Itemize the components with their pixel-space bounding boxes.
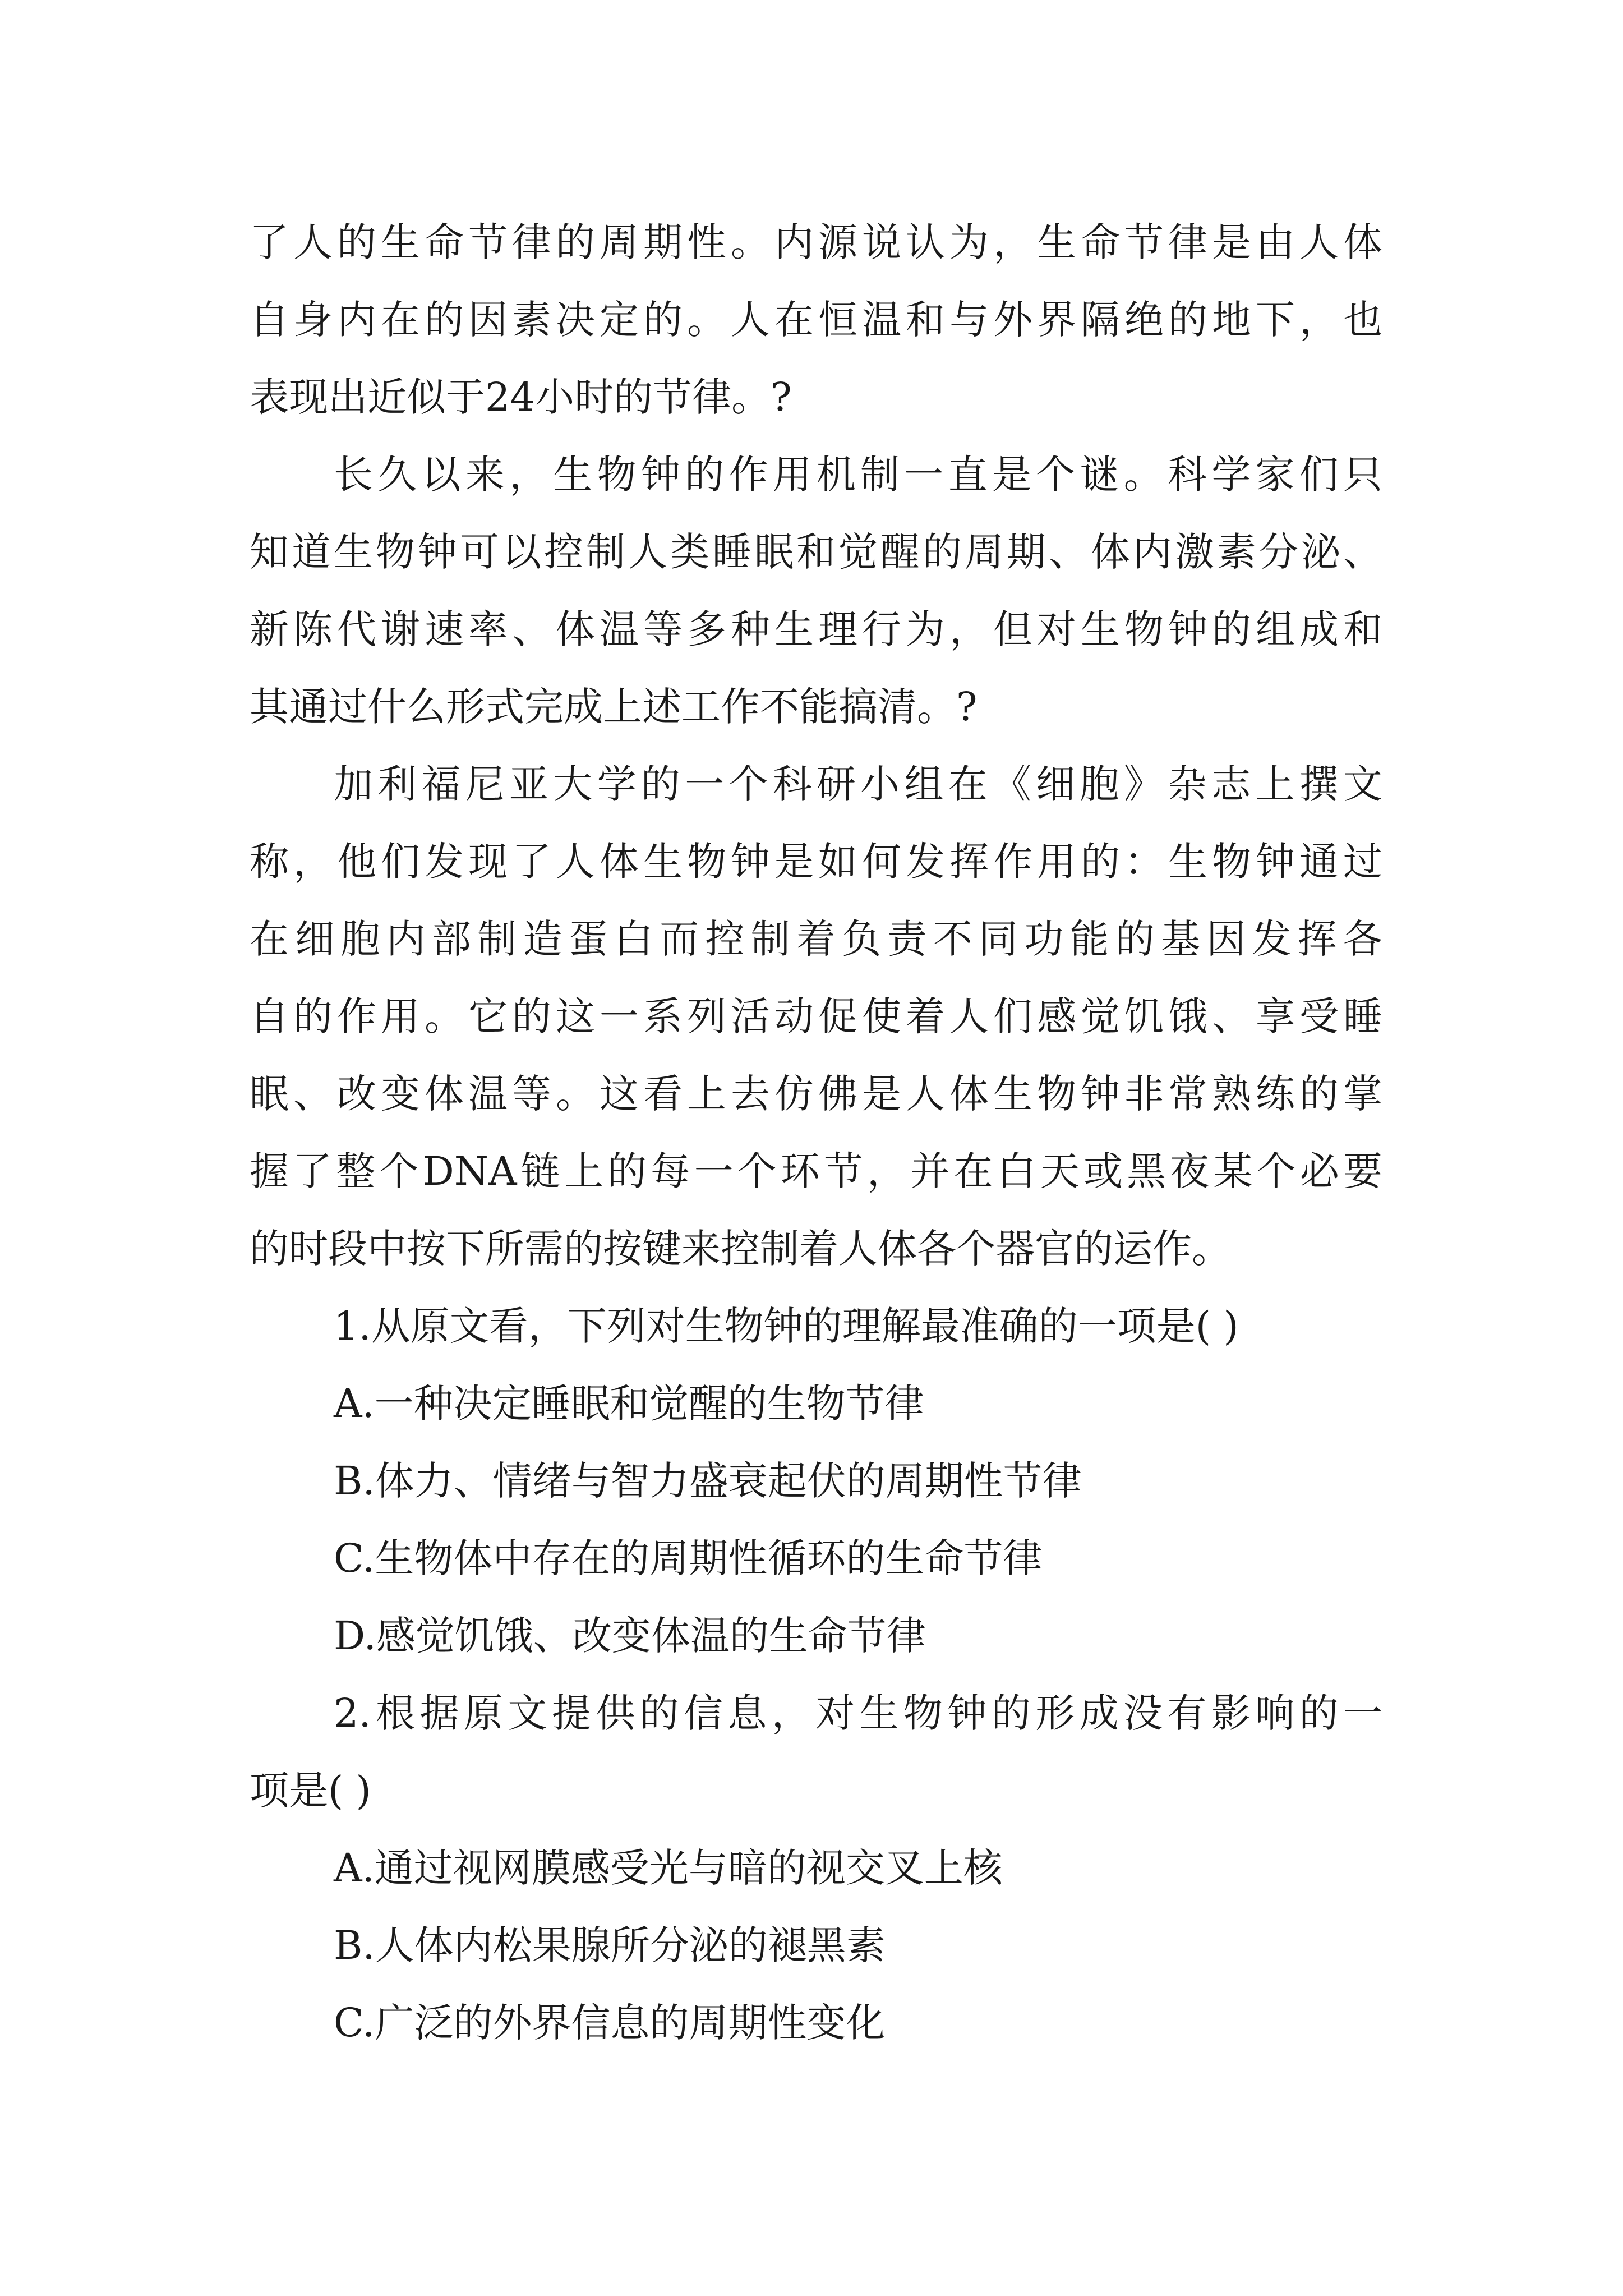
- text-line: 眠、改变体温等。这看上去仿佛是人体生物钟非常熟练的掌: [250, 1071, 1382, 1117]
- text-line: 知道生物钟可以控制人类睡眠和觉醒的周期、体内激素分泌、: [250, 529, 1382, 575]
- question-1-option-c: C.生物体中存在的周期性循环的生命节律: [334, 1535, 1043, 1581]
- question-2-continuation: 项是( ): [250, 1768, 371, 1814]
- text-line: 在细胞内部制造蛋白而控制着负责不同功能的基因发挥各: [250, 916, 1382, 962]
- text-line: 称，他们发现了人体生物钟是如何发挥作用的：生物钟通过: [250, 839, 1382, 885]
- paragraph-start-line: 长久以来，生物钟的作用机制一直是个谜。科学家们只: [334, 452, 1382, 498]
- text-line: 自身内在的因素决定的。人在恒温和与外界隔绝的地下，也: [250, 297, 1382, 343]
- question-2-option-c: C.广泛的外界信息的周期性变化: [334, 2000, 886, 2046]
- text-line: 其通过什么形式完成上述工作不能搞清。?: [250, 684, 978, 730]
- question-1-option-a: A.一种决定睡眠和觉醒的生物节律: [334, 1381, 924, 1427]
- text-line: 新陈代谢速率、体温等多种生理行为，但对生物钟的组成和: [250, 606, 1382, 652]
- paragraph-start-line: 加利福尼亚大学的一个科研小组在《细胞》杂志上撰文: [334, 761, 1382, 807]
- text-line: 表现出近似于24小时的节律。?: [250, 374, 792, 420]
- question-2-option-b: B.人体内松果腺所分泌的褪黑素: [334, 1922, 886, 1968]
- question-1-option-d: D.感觉饥饿、改变体温的生命节律: [334, 1613, 926, 1659]
- question-2-option-a: A.通过视网膜感受光与暗的视交叉上核: [334, 1845, 1003, 1891]
- text-line: 了人的生命节律的周期性。内源说认为，生命节律是由人体: [250, 219, 1382, 265]
- text-line: 自的作用。它的这一系列活动促使着人们感觉饥饿、享受睡: [250, 993, 1382, 1039]
- question-1: 1.从原文看，下列对生物钟的理解最准确的一项是( ): [334, 1303, 1239, 1349]
- question-1-option-b: B.体力、情绪与智力盛衰起伏的周期性节律: [334, 1458, 1082, 1504]
- question-2: 2.根据原文提供的信息，对生物钟的形成没有影响的一: [334, 1690, 1382, 1736]
- text-line: 的时段中按下所需的按键来控制着人体各个器官的运作。: [250, 1226, 1231, 1272]
- text-line: 握了整个DNA链上的每一个环节，并在白天或黑夜某个必要: [250, 1148, 1382, 1194]
